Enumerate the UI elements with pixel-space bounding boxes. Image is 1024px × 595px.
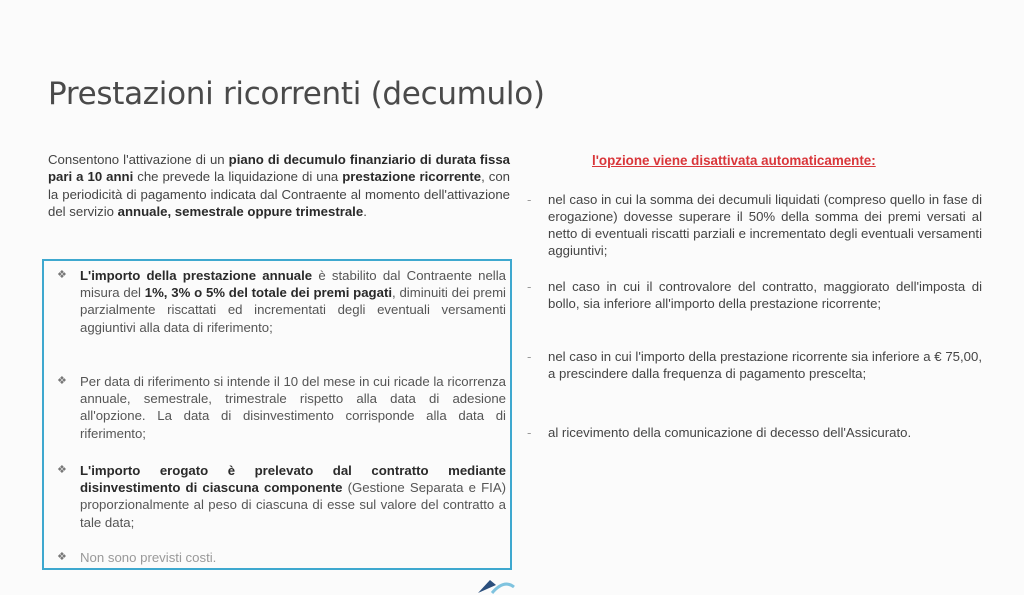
bullet-item-reference-date [58,373,506,442]
dash-marker: - [527,349,532,364]
intro-text-2: che prevede la liquidazione di una [133,169,343,185]
intro-text-3: , con la periodicità di pagamento indicata dal Contraente al momento dell'attivazione del servizio [48,169,510,220]
diamond-bullet-icon: ❖ [57,464,67,476]
list-item [527,348,982,382]
list-item-text: al ricevimento della comunicazione di decesso dell'Assicurato. [548,425,912,440]
deactivation-heading: l'opzione viene disattivata automaticamente: [592,153,876,168]
intro-bold-1: piano di decumulo finanziario di durata fissa pari a 10 anni [48,152,510,185]
bullet-1-text-1: è stabilito dal Contraente nella misura del [80,268,507,301]
intro-bold-2: prestazione ricorrente [342,169,482,185]
bullet-3-bold-1: L'importo erogato è prelevato dal contratto mediante disinvestimento di ciascuna componente [80,463,506,496]
list-item-text: nel caso in cui l'importo della prestazione ricorrente sia inferiore a € 75,00, a prescindere dalla frequenza di pagamento prescelta; [548,349,982,381]
dash-marker: - [527,192,532,207]
bullet-item-withdrawal [58,462,506,531]
bullet-item-costs [58,549,506,566]
bullet-1-bold-1: L'importo della prestazione annuale [80,268,313,283]
list-item [527,278,982,312]
page-title: Prestazioni ricorrenti (decumulo) [48,76,545,112]
bullet-1-bold-2: 1%, 3% o 5% del totale dei premi pagati [144,285,392,301]
list-item-text: nel caso in cui il controvalore del contratto, maggiorato dell'imposta di bollo, sia inferiore all'importo della prestazione ricorrente; [548,279,982,311]
bullet-2-text: Per data di riferimento si intende il 10 del mese in cui ricade la ricorrenza annuale, semestrale, trimestrale rispetto alla data di adesione all'opzione. La data di disinvestimento corrisponde alla data di riferimento; [80,374,506,441]
bullet-3-text-1: (Gestione Separata e FIA) proporzionalmente al peso di ciascuna di esse sul valore del contratto a tale data; [80,480,507,530]
intro-bold-3: annuale, semestrale oppure trimestrale [117,204,364,220]
list-item [527,424,982,441]
dash-marker: - [527,425,532,440]
bullet-4-text: Non sono previsti costi. [80,550,217,565]
list-item-text: nel caso in cui la somma dei decumuli liquidati (compreso quello in fase di erogazione) dovesse superare il 50% della somma dei premi versati al netto di eventuali riscatti parziali e incrementato degli eventuali versamenti aggiuntivi; [548,192,982,258]
diamond-bullet-icon: ❖ [57,375,67,387]
intro-paragraph [48,151,510,221]
bullet-1-text-2: , diminuiti dei premi parzialmente riscattati ed incrementati degli eventuali versamenti aggiuntivi alla data di riferimento; [80,285,506,335]
list-item [527,191,982,259]
brand-logo-icon [476,577,516,595]
diamond-bullet-icon: ❖ [57,269,67,281]
intro-text-1: Consentono l'attivazione di un [48,152,229,167]
intro-text-4: . [363,204,367,220]
diamond-bullet-icon: ❖ [57,551,67,563]
dash-marker: - [527,279,532,294]
bullet-item-amount [58,267,506,336]
conditions-box [42,259,512,570]
